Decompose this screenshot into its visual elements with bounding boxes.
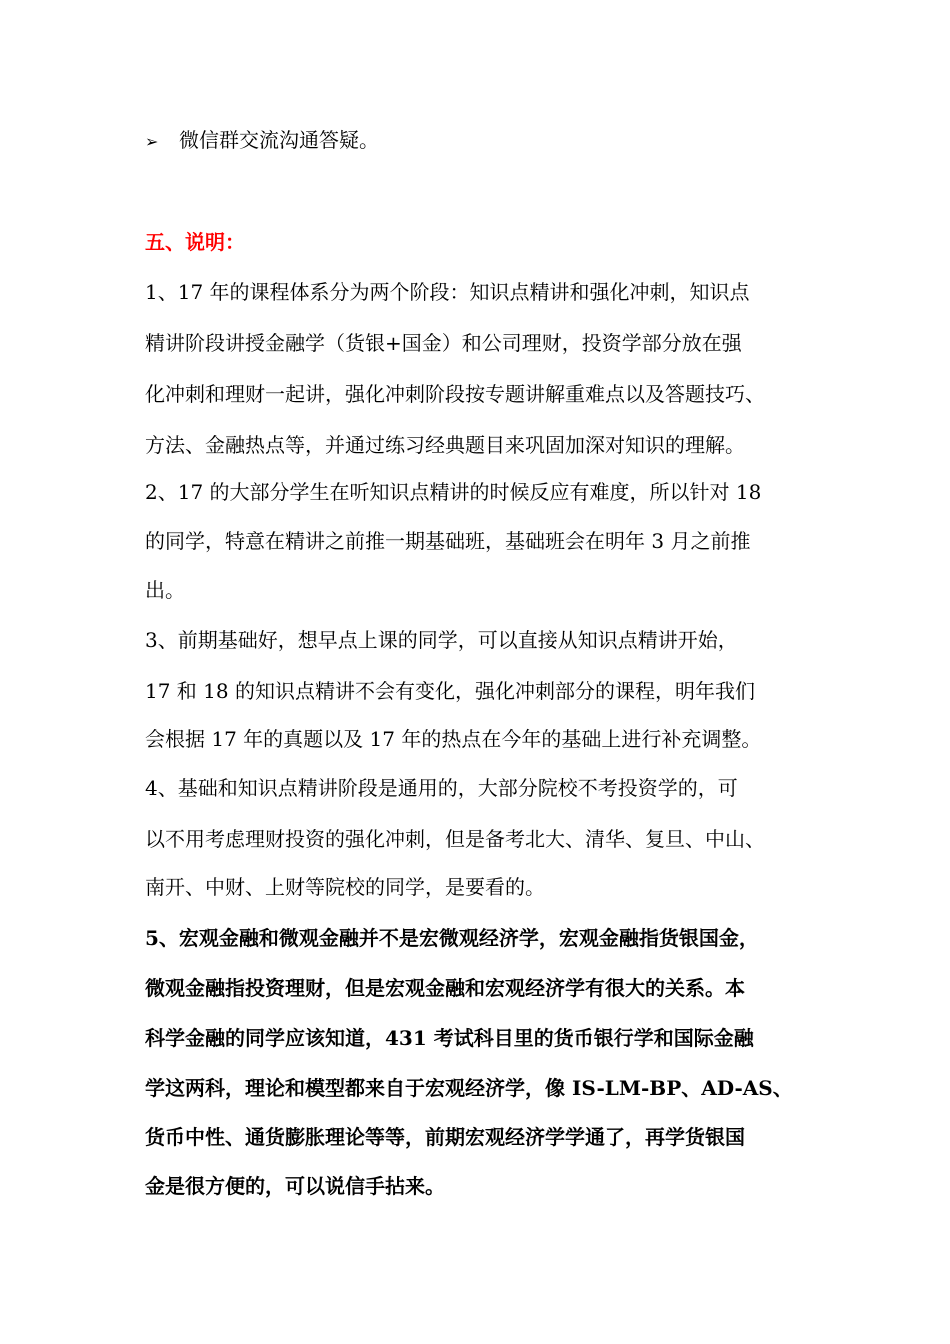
paragraph-3-line-3: 会根据 17 年的真题以及 17 年的热点在今年的基础上进行补充调整。: [145, 727, 762, 751]
section-heading: 五、说明：: [145, 230, 245, 254]
paragraph-2-line-2: 的同学，特意在精讲之前推一期基础班，基础班会在明年 3 月之前推: [145, 529, 751, 553]
paragraph-2-line-3: 出。: [145, 578, 185, 602]
paragraph-4-line-3: 南开、中财、上财等院校的同学，是要看的。: [145, 875, 545, 899]
paragraph-5-line-3: 科学金融的同学应该知道，431 考试科目里的货币银行学和国际金融: [145, 1026, 754, 1050]
arrow-bullet-icon: ➢: [145, 132, 159, 151]
paragraph-5-line-1: 5、宏观金融和微观金融并不是宏微观经济学，宏观金融指货银国金，: [145, 926, 759, 950]
paragraph-4-line-1: 4、基础和知识点精讲阶段是通用的，大部分院校不考投资学的，可: [145, 776, 738, 800]
bullet-item: [145, 127, 845, 155]
paragraph-4-line-2: 以不用考虑理财投资的强化冲刺，但是备考北大、清华、复旦、中山、: [145, 827, 765, 851]
paragraph-5-line-6: 金是很方便的，可以说信手拈来。: [145, 1174, 445, 1198]
paragraph-1-line-3: 化冲刺和理财一起讲，强化冲刺阶段按专题讲解重难点以及答题技巧、: [145, 382, 765, 406]
paragraph-5-line-4: 学这两科，理论和模型都来自于宏观经济学，像 IS-LM-BP、AD-AS、: [145, 1076, 793, 1100]
paragraph-1-line-2: 精讲阶段讲授金融学（货银+国金）和公司理财，投资学部分放在强: [145, 331, 742, 355]
paragraph-2-line-1: 2、17 的大部分学生在听知识点精讲的时候反应有难度，所以针对 18: [145, 480, 762, 504]
bullet-text: 微信群交流沟通答疑。: [179, 128, 379, 152]
paragraph-3-line-2: 17 和 18 的知识点精讲不会有变化，强化冲刺部分的课程，明年我们: [145, 679, 755, 703]
paragraph-1-line-4: 方法、金融热点等，并通过练习经典题目来巩固加深对知识的理解。: [145, 433, 745, 457]
paragraph-1-line-1: 1、17 年的课程体系分为两个阶段：知识点精讲和强化冲刺，知识点: [145, 280, 750, 304]
paragraph-5-line-5: 货币中性、通货膨胀理论等等，前期宏观经济学学通了，再学货银国: [145, 1125, 745, 1149]
paragraph-3-line-1: 3、前期基础好，想早点上课的同学，可以直接从知识点精讲开始，: [145, 628, 738, 652]
paragraph-5-line-2: 微观金融指投资理财，但是宏观金融和宏观经济学有很大的关系。本: [145, 976, 745, 1000]
